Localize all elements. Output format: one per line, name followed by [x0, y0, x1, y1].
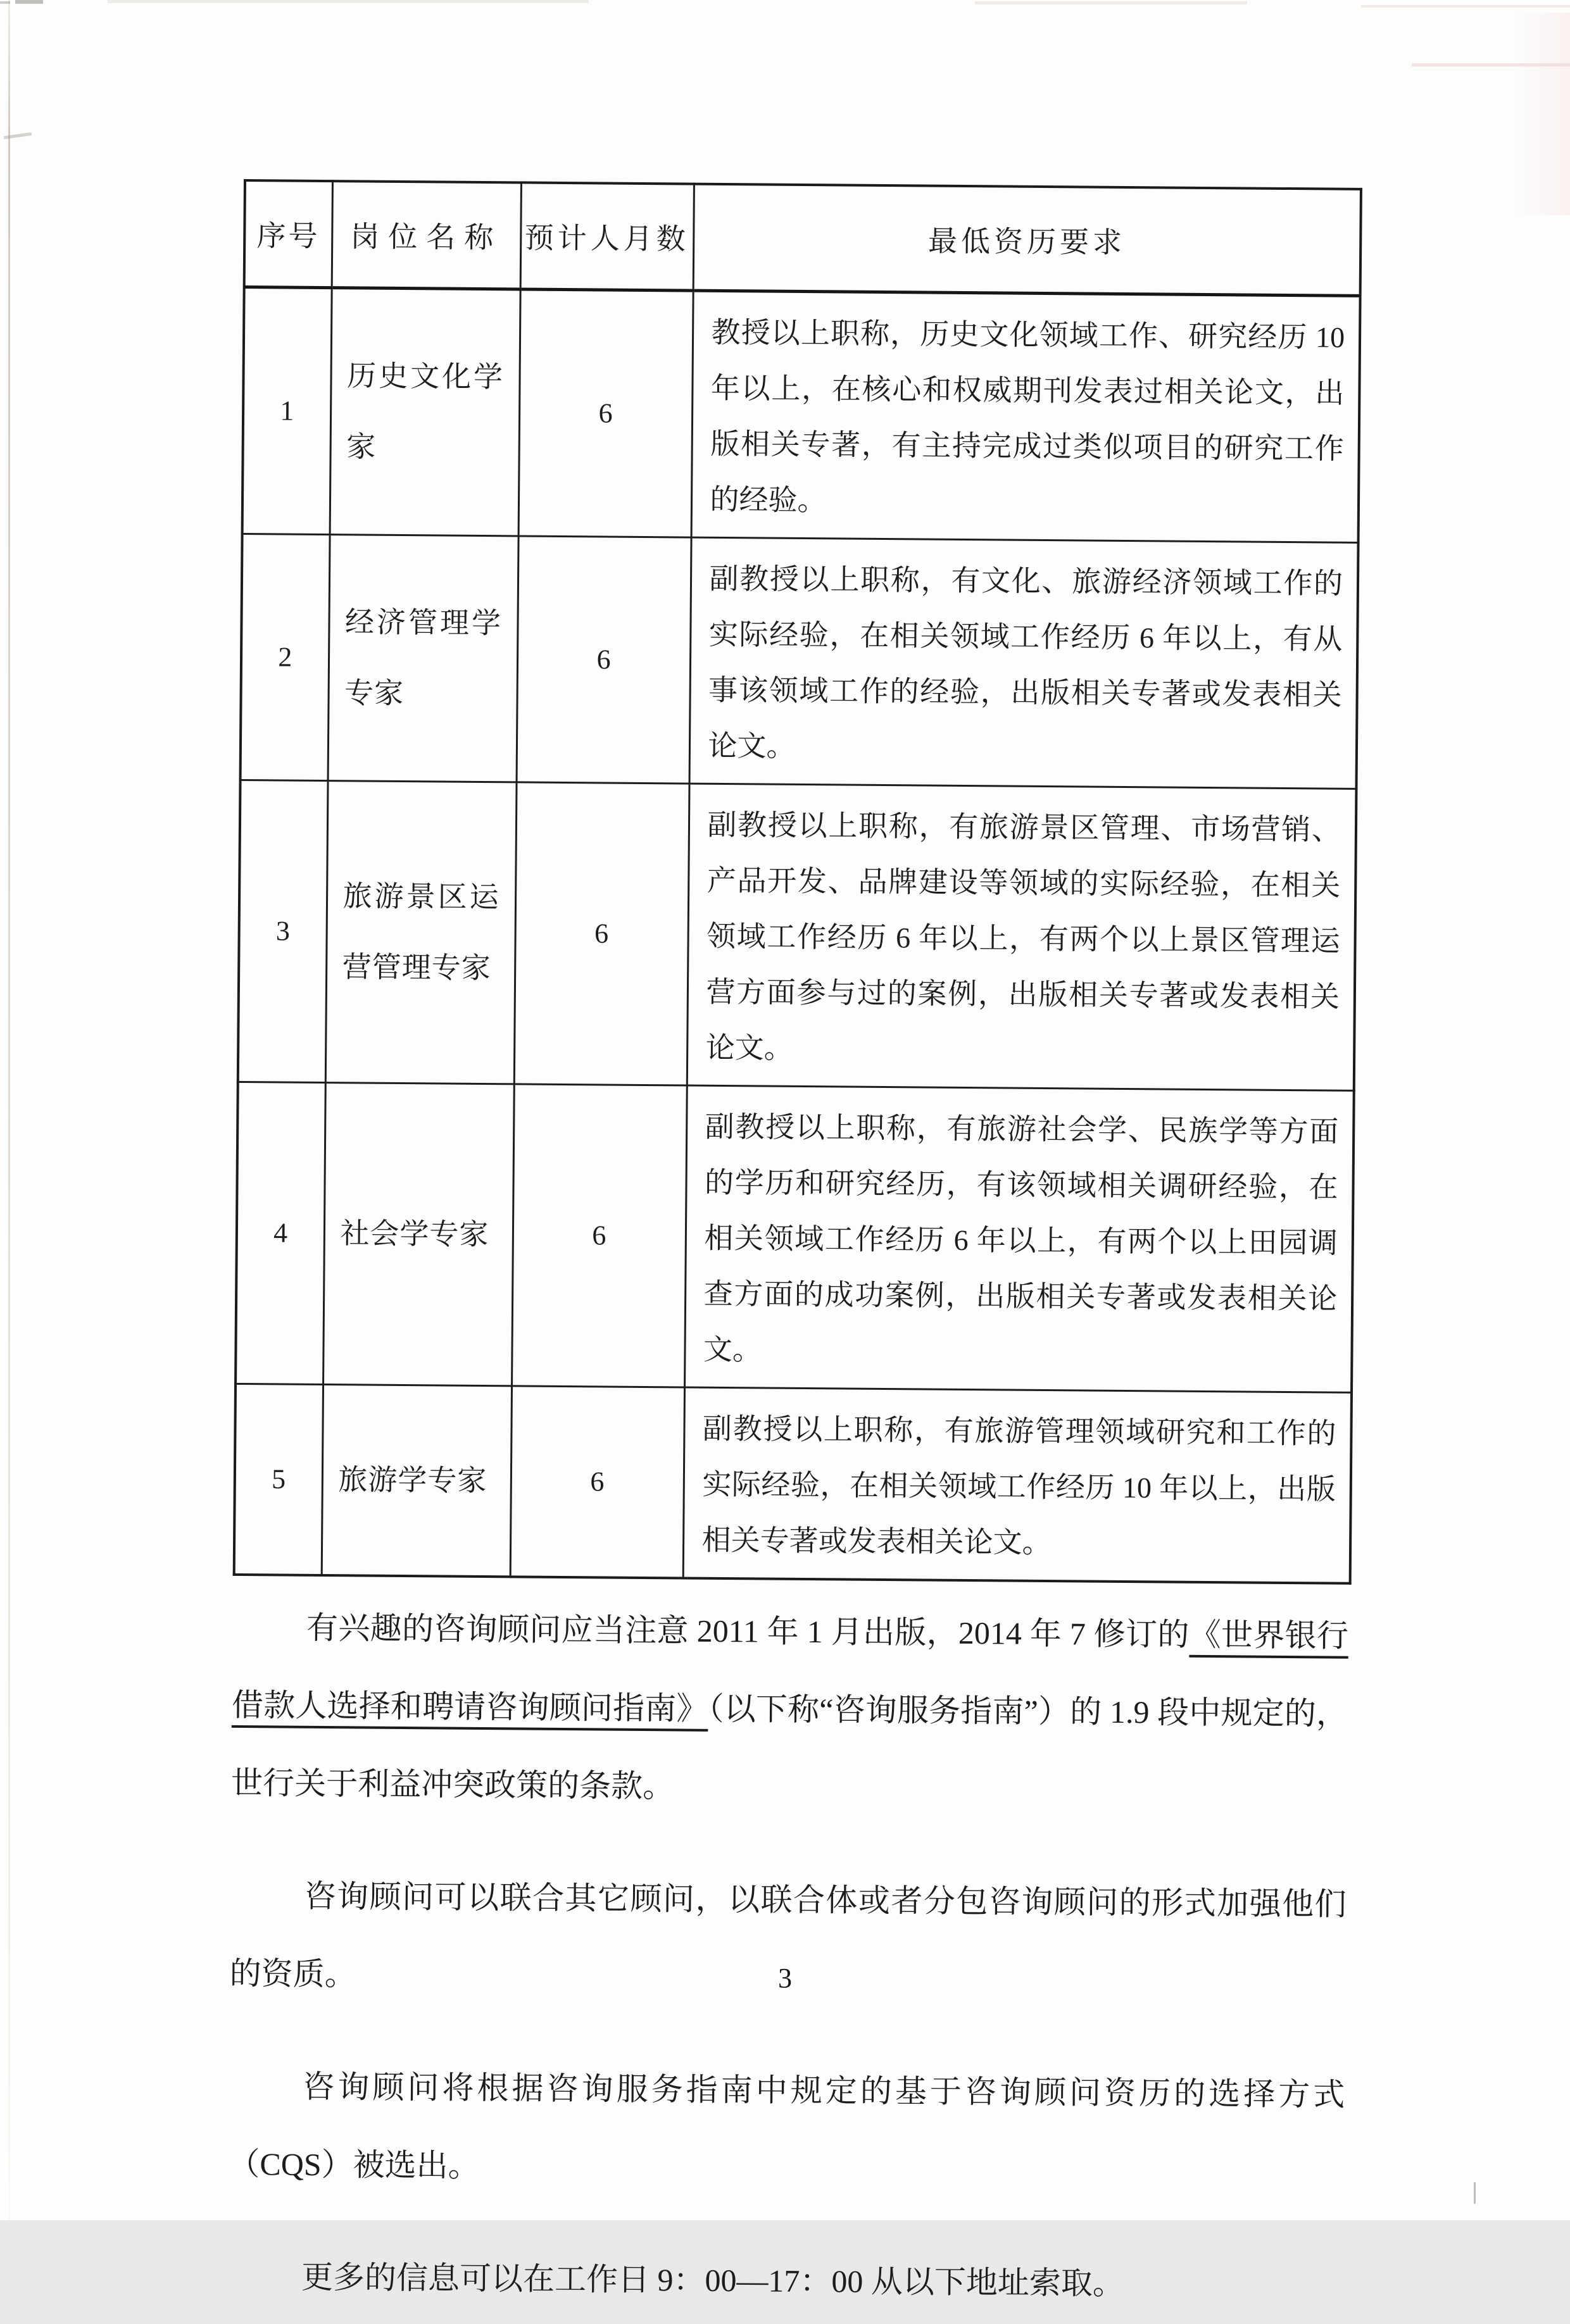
scan-corner-wash-artifact: [1513, 13, 1570, 215]
scan-pink-streak-artifact: [1412, 63, 1570, 66]
row-index: 1: [242, 287, 332, 534]
column-header-position-name: 岗位名称: [332, 181, 521, 289]
p1-text-after: （以下称“咨询服务指南”）的 1.9 段中规定的，世行关于利益冲突政策的条款。: [230, 1690, 1348, 1804]
scan-edge-artifact: [15, 0, 43, 4]
scan-top-streak-artifact: [1361, 5, 1570, 8]
minimum-qualifications: 副教授以上职称，有旅游管理领域研究和工作的实际经验，在相关领域工作经历 10 年以上，出版相关专著或发表相关论文。: [683, 1387, 1352, 1584]
table-header-row: [244, 180, 1361, 296]
paragraph-conflict-of-interest: [231, 1588, 1349, 1830]
position-name: 旅游景区运营管理专家: [325, 780, 517, 1084]
scan-top-streak-artifact: [975, 1, 1247, 4]
table-row: [234, 1384, 1352, 1583]
table-row: [242, 287, 1360, 542]
paragraph-joint-venture: 咨询顾问可以联合其它顾问，以联合体或者分包咨询顾问的形式加强他们的资质。: [229, 1878, 1347, 1992]
scan-bottom-tick-artifact: [1474, 2182, 1476, 2204]
position-name: 历史文化学家: [330, 287, 520, 535]
scan-top-streak-artifact: [108, 0, 589, 3]
paragraph-cqs-selection: 咨询顾问将根据咨询服务指南中规定的基于咨询顾问资历的选择方式（CQS）被选出。: [228, 2068, 1345, 2183]
body-paragraphs: [227, 1588, 1348, 2324]
row-index: 2: [241, 534, 330, 780]
minimum-qualifications: 副教授以上职称，有文化、旅游经济领域工作的实际经验，在相关领域工作经历 6 年以上，有从事该领域工作的经验，出版相关专著或发表相关论文。: [689, 537, 1359, 789]
position-name: 旅游学专家: [322, 1384, 512, 1577]
p1-text-before: 有兴趣的咨询顾问应当注意 2011 年 1 月出版，2014 年 7 修订的: [306, 1609, 1190, 1652]
minimum-qualifications: 副教授以上职称，有旅游景区管理、市场营销、产品开发、品牌建设等领域的实际经验，在相关领域工作经历 6 年以上，有两个以上景区管理运营方面参与过的案例，出版相关专著或发表相关论文。: [687, 784, 1357, 1090]
person-months: 6: [518, 289, 693, 537]
position-name: 社会学专家: [323, 1082, 514, 1385]
scan-edge-artifact: [0, 1, 10, 4]
table-row: [238, 780, 1357, 1090]
row-index: 4: [236, 1082, 325, 1384]
position-name: 经济管理学专家: [328, 534, 518, 782]
minimum-qualifications: 副教授以上职称，有旅游社会学、民族学等方面的学历和研究经历，有该领域相关调研经验，在相关领域工作经历 6 年以上，有两个以上田园调查方面的成功案例，出版相关专著或发表相关论文。: [684, 1085, 1354, 1392]
column-header-person-months: 预计人月数: [520, 182, 694, 290]
person-months: 6: [517, 535, 691, 783]
table-row: [241, 534, 1359, 789]
scan-fold-line-artifact: [8, 0, 10, 2220]
person-months: 6: [512, 1084, 687, 1387]
minimum-qualifications: 教授以上职称，历史文化领域工作、研究经历 10 年以上，在核心和权威期刊发表过相关论文，出版相关专著，有主持完成过类似项目的研究工作的经验。: [691, 290, 1360, 542]
paragraph-more-information: 更多的信息可以在工作日 9：00—17：00 从以下地址索取。: [301, 2259, 1125, 2301]
document-content: [227, 179, 1359, 2324]
guidelines-title-underlined: 《世界银行借款人选择和聘请咨询顾问指南》: [231, 1616, 1349, 1727]
table-row: [236, 1082, 1354, 1392]
row-index: 5: [234, 1384, 323, 1575]
row-index: 3: [238, 780, 328, 1082]
scan-fold-kink-artifact: [4, 132, 32, 139]
column-header-index: 序号: [244, 180, 332, 287]
person-months: 6: [510, 1385, 684, 1578]
positions-table: [233, 179, 1362, 1584]
page-number: 3: [778, 1963, 792, 1994]
column-header-minimum-qualifications: 最低资历要求: [693, 184, 1361, 296]
person-months: 6: [514, 782, 689, 1085]
